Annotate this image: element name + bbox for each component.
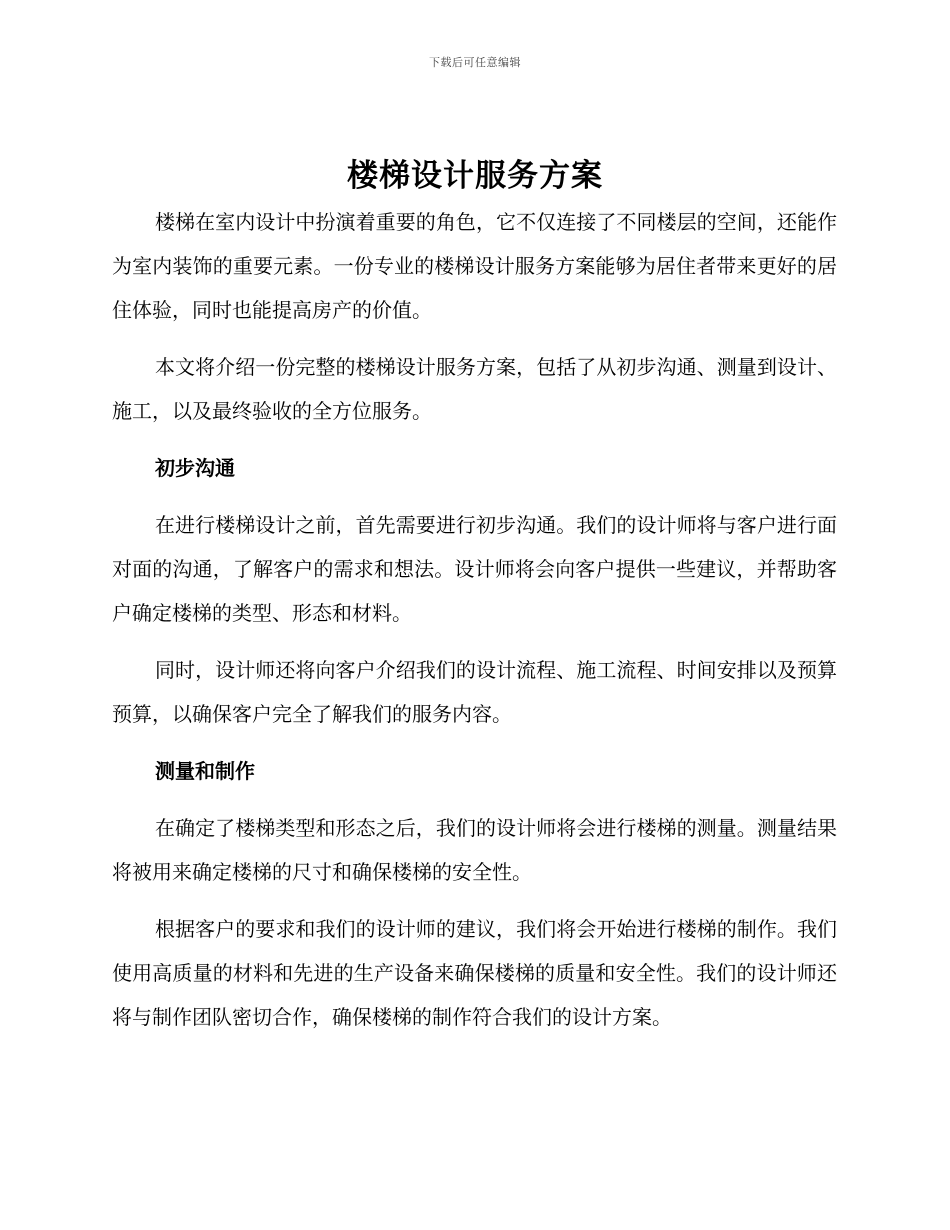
section-heading: 测量和制作 bbox=[155, 759, 255, 783]
section-heading: 初步沟通 bbox=[155, 456, 235, 480]
document-body bbox=[112, 200, 837, 1052]
section-paragraph: 根据客户的要求和我们的设计师的建议，我们将会开始进行楼梯的制作。我们使用高质量的材料和先进的生产设备来确保楼梯的质量和安全性。我们的设计师还将与制作团队密切合作，确保楼梯的制作符合我们的设计方案。 bbox=[112, 917, 837, 1029]
section-paragraph: 在确定了楼梯类型和形态之后，我们的设计师将会进行楼梯的测量。测量结果将被用来确定楼梯的尺寸和确保楼梯的安全性。 bbox=[112, 816, 837, 884]
section-paragraph: 同时，设计师还将向客户介绍我们的设计流程、施工流程、时间安排以及预算预算，以确保客户完全了解我们的服务内容。 bbox=[112, 658, 837, 726]
section-paragraph: 在进行楼梯设计之前，首先需要进行初步沟通。我们的设计师将与客户进行面对面的沟通，了解客户的需求和想法。设计师将会向客户提供一些建议，并帮助客户确定楼梯的类型、形态和材料。 bbox=[112, 513, 837, 625]
intro-paragraph: 楼梯在室内设计中扮演着重要的角色，它不仅连接了不同楼层的空间，还能作为室内装饰的重要元素。一份专业的楼梯设计服务方案能够为居住者带来更好的居住体验，同时也能提高房产的价值。 bbox=[112, 210, 837, 322]
page-header-note: 下载后可任意编辑 bbox=[429, 56, 521, 69]
intro-paragraph: 本文将介绍一份完整的楼梯设计服务方案，包括了从初步沟通、测量到设计、施工，以及最终验收的全方位服务。 bbox=[112, 355, 837, 423]
document-title: 楼梯设计服务方案 bbox=[347, 158, 603, 194]
